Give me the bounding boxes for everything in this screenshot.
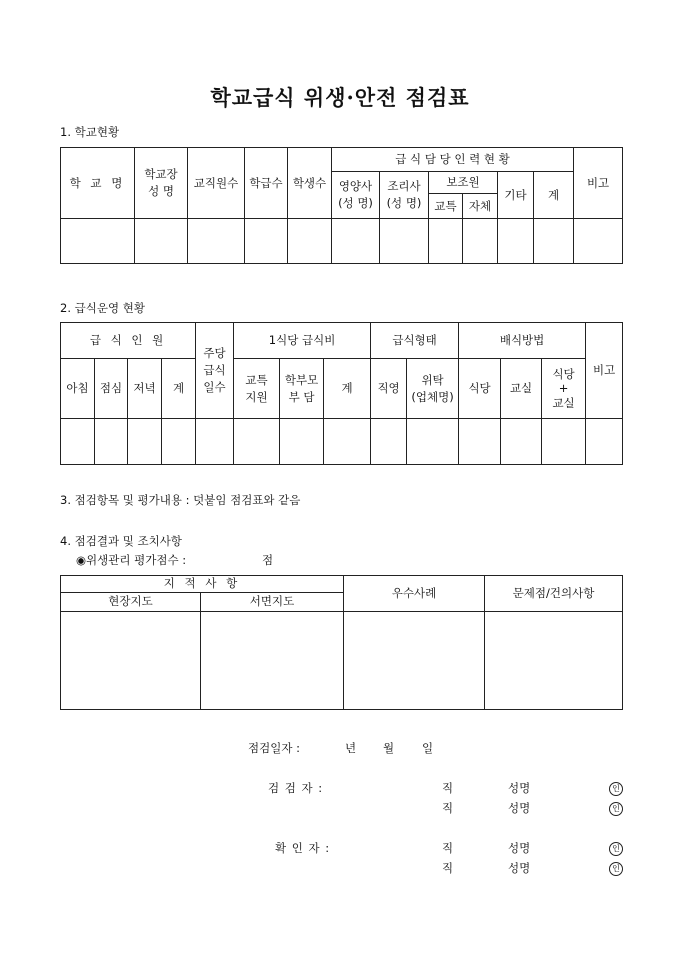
blank-cell[interactable]	[128, 419, 162, 465]
blank-cell[interactable]	[61, 219, 135, 264]
assistant-self-header: 자체	[463, 194, 498, 219]
inspection-result-table	[60, 575, 623, 710]
blank-cell[interactable]	[288, 219, 332, 264]
seal-icon: 인	[609, 862, 623, 876]
blank-cell[interactable]	[135, 219, 188, 264]
meal-type-header: 급식형태	[371, 323, 459, 359]
other-header: 기타	[498, 172, 534, 219]
assistant-header: 보조원	[429, 172, 498, 194]
cafeteria-header: 식당	[459, 359, 501, 419]
consign-header: 위탁 (업체명)	[407, 359, 459, 419]
direct-header: 직영	[371, 359, 407, 419]
blank-cell[interactable]	[162, 419, 196, 465]
date-day: 일	[422, 741, 434, 755]
blank-cell[interactable]	[280, 419, 324, 465]
seal-icon: 인	[609, 842, 623, 856]
meal-operation-table	[60, 322, 623, 465]
best-practice-header: 우수사례	[344, 576, 485, 612]
cook-header: 조리사 (성 명)	[380, 172, 429, 219]
blank-cell[interactable]	[188, 219, 245, 264]
weekly-days-header: 주당 급식 일수	[196, 323, 234, 419]
blank-cell[interactable]	[586, 419, 623, 465]
blank-cell[interactable]	[459, 419, 501, 465]
onsite-header: 현장지도	[61, 593, 201, 612]
issues-header: 문제점/건의사항	[485, 576, 623, 612]
date-label: 점검일자 :	[248, 741, 300, 755]
blank-cell[interactable]	[196, 419, 234, 465]
school-name-header: 학 교 명	[61, 148, 135, 219]
edu-support-header: 교특 지원	[234, 359, 280, 419]
classroom-header: 교실	[501, 359, 542, 419]
blank-cell[interactable]	[380, 219, 429, 264]
written-header: 서면지도	[201, 593, 344, 612]
blank-cell[interactable]	[201, 612, 344, 710]
blank-cell[interactable]	[324, 419, 371, 465]
section4-heading: 4. 점검결과 및 조치사항	[60, 534, 182, 548]
serving-method-header: 배식방법	[459, 323, 586, 359]
blank-cell[interactable]	[534, 219, 574, 264]
name-label: 성명	[508, 841, 531, 855]
nutritionist-header: 영양사 (성 명)	[332, 172, 380, 219]
blank-cell[interactable]	[95, 419, 128, 465]
date-year: 년	[345, 741, 357, 755]
blank-cell[interactable]	[332, 219, 380, 264]
cost-per-meal-header: 1식당 급식비	[234, 323, 371, 359]
page-title: 학교급식 위생·안전 점검표	[210, 85, 470, 110]
blank-cell[interactable]	[501, 419, 542, 465]
student-count-header: 학생수	[288, 148, 332, 219]
remarks-header: 비고	[574, 148, 623, 219]
blank-cell[interactable]	[574, 219, 623, 264]
confirmer-label: 확 인 자 :	[275, 841, 331, 855]
cost-total-header: 계	[324, 359, 371, 419]
breakfast-header: 아침	[61, 359, 95, 419]
position-label: 직	[442, 781, 454, 795]
name-label: 성명	[508, 781, 531, 795]
seal-icon: 인	[609, 802, 623, 816]
seal-icon: 인	[609, 782, 623, 796]
both-header: 식당 + 교실	[542, 359, 586, 419]
blank-cell[interactable]	[485, 612, 623, 710]
blank-cell[interactable]	[61, 419, 95, 465]
position-label: 직	[442, 801, 454, 815]
parent-pay-header: 학부모 부 담	[280, 359, 324, 419]
score-unit: 점	[262, 553, 274, 567]
blank-cell[interactable]	[61, 612, 201, 710]
people-total-header: 계	[162, 359, 196, 419]
blank-cell[interactable]	[429, 219, 463, 264]
blank-cell[interactable]	[542, 419, 586, 465]
staff-count-header: 교직원수	[188, 148, 245, 219]
section1-heading: 1. 학교현황	[60, 125, 120, 139]
total-header: 계	[534, 172, 574, 219]
assistant-edu-header: 교특	[429, 194, 463, 219]
remarks-header: 비고	[586, 323, 623, 419]
blank-cell[interactable]	[344, 612, 485, 710]
score-label: ◉위생관리 평가점수 :	[76, 553, 187, 567]
meal-people-header: 급 식 인 원	[61, 323, 196, 359]
blank-cell[interactable]	[245, 219, 288, 264]
blank-cell[interactable]	[407, 419, 459, 465]
findings-header: 지 적 사 항	[61, 576, 344, 593]
section3-heading: 3. 점검항목 및 평가내용 : 덧붙임 점검표와 같음	[60, 493, 301, 507]
inspector-label: 검 검 자 :	[268, 781, 324, 795]
class-count-header: 학급수	[245, 148, 288, 219]
lunch-header: 점심	[95, 359, 128, 419]
dinner-header: 저녁	[128, 359, 162, 419]
blank-cell[interactable]	[463, 219, 498, 264]
position-label: 직	[442, 841, 454, 855]
name-label: 성명	[508, 801, 531, 815]
staffing-group-header: 급 식 담 당 인 력 현 황	[332, 148, 574, 172]
section2-heading: 2. 급식운영 현황	[60, 301, 145, 315]
name-label: 성명	[508, 861, 531, 875]
principal-header: 학교장 성 명	[135, 148, 188, 219]
position-label: 직	[442, 861, 454, 875]
blank-cell[interactable]	[234, 419, 280, 465]
blank-cell[interactable]	[371, 419, 407, 465]
blank-cell[interactable]	[498, 219, 534, 264]
school-status-table	[60, 147, 623, 264]
date-month: 월	[383, 741, 395, 755]
